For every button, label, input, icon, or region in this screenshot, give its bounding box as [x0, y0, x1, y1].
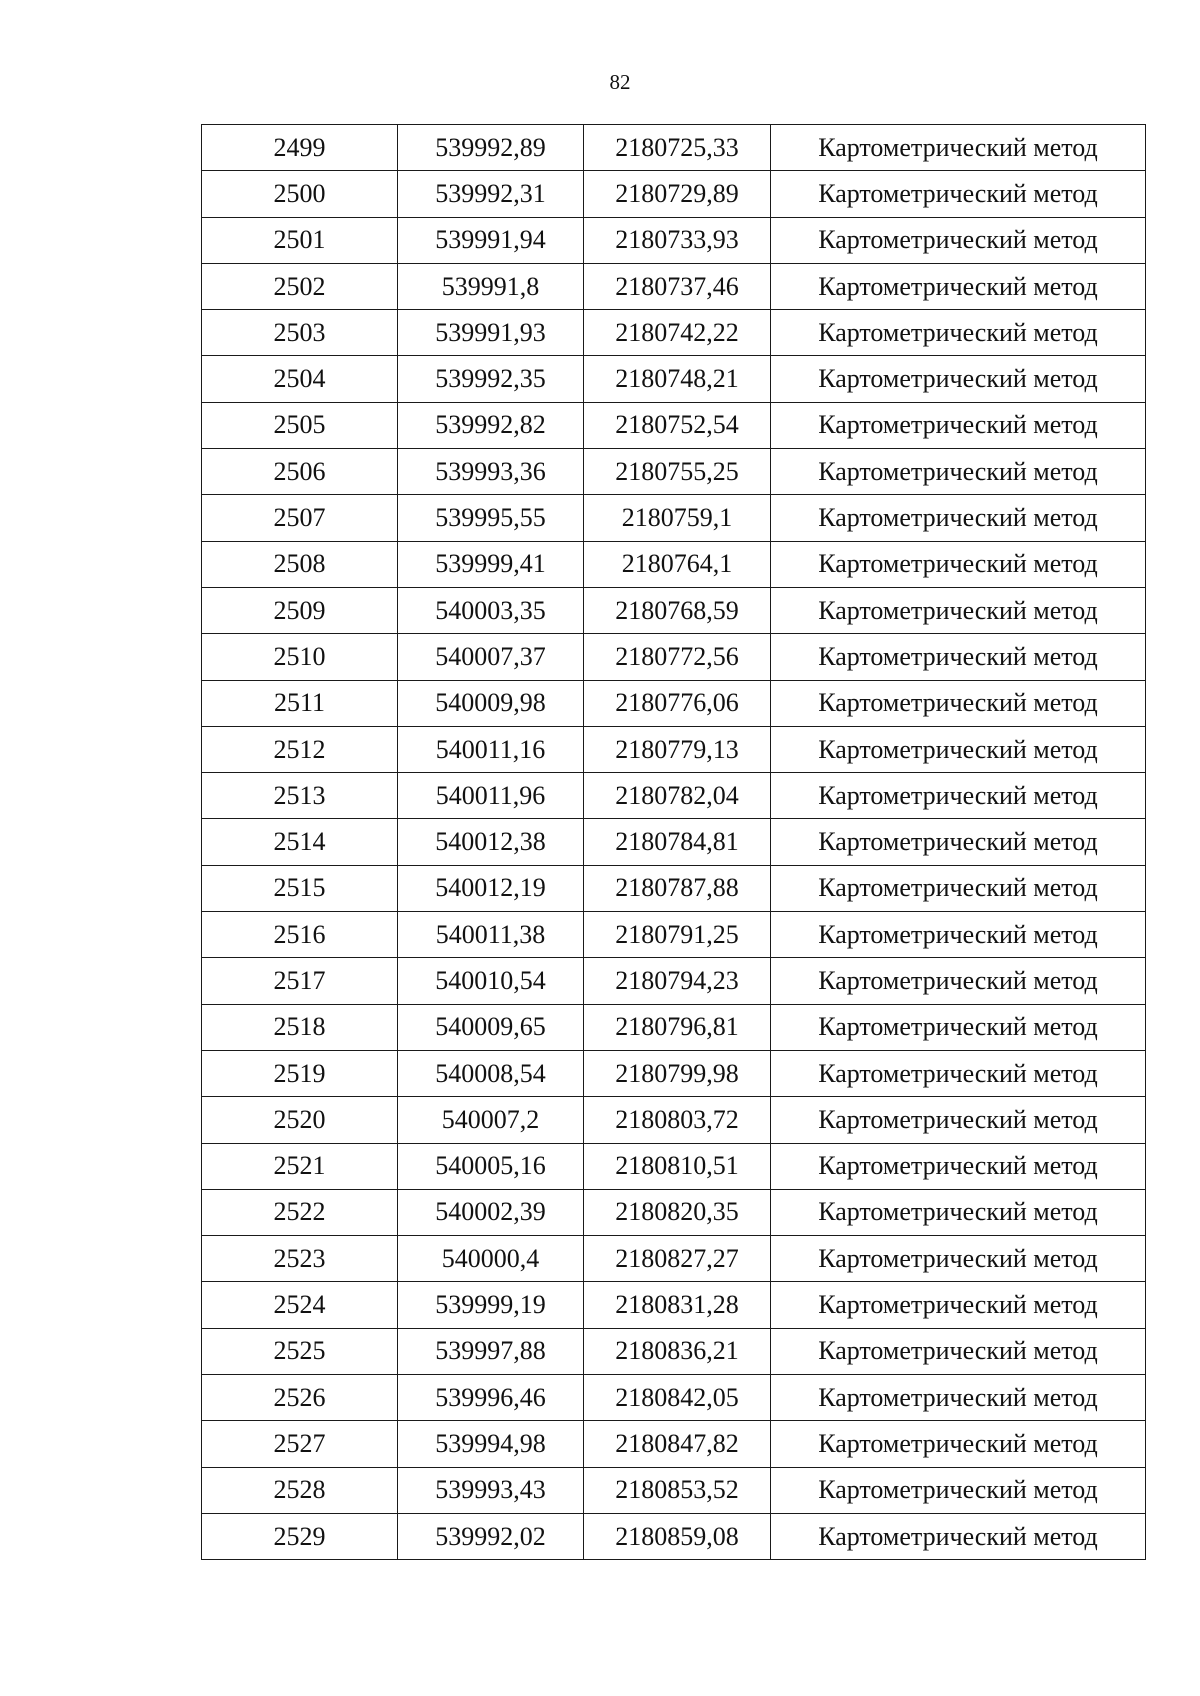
point-number-cell: 2504 [202, 356, 398, 402]
y-coordinate-cell: 2180782,04 [584, 773, 771, 819]
y-coordinate-cell: 2180733,93 [584, 217, 771, 263]
y-coordinate-cell: 2180759,1 [584, 495, 771, 541]
table-row [202, 125, 1146, 171]
page-number: 82 [609, 70, 631, 94]
method-cell: Картометрический метод [771, 1282, 1146, 1328]
y-coordinate-cell: 2180742,22 [584, 310, 771, 356]
point-number-cell: 2506 [202, 449, 398, 495]
x-coordinate-cell: 539991,94 [398, 217, 584, 263]
x-coordinate-cell: 539999,19 [398, 1282, 584, 1328]
table-row [202, 680, 1146, 726]
point-number-cell: 2501 [202, 217, 398, 263]
method-cell: Картометрический метод [771, 1050, 1146, 1096]
point-number-cell: 2514 [202, 819, 398, 865]
method-cell: Картометрический метод [771, 125, 1146, 171]
y-coordinate-cell: 2180836,21 [584, 1328, 771, 1374]
method-cell: Картометрический метод [771, 1236, 1146, 1282]
point-number-cell: 2520 [202, 1097, 398, 1143]
point-number-cell: 2529 [202, 1513, 398, 1559]
y-coordinate-cell: 2180842,05 [584, 1375, 771, 1421]
point-number-cell: 2526 [202, 1375, 398, 1421]
y-coordinate-cell: 2180796,81 [584, 1004, 771, 1050]
table-row [202, 634, 1146, 680]
y-coordinate-cell: 2180752,54 [584, 402, 771, 448]
table-row [202, 1467, 1146, 1513]
table-row [202, 495, 1146, 541]
method-cell: Картометрический метод [771, 1375, 1146, 1421]
coordinates-table [201, 124, 1146, 1560]
x-coordinate-cell: 540012,38 [398, 819, 584, 865]
y-coordinate-cell: 2180787,88 [584, 865, 771, 911]
table-row [202, 449, 1146, 495]
table-row [202, 1097, 1146, 1143]
method-cell: Картометрический метод [771, 495, 1146, 541]
method-cell: Картометрический метод [771, 1513, 1146, 1559]
method-cell: Картометрический метод [771, 1467, 1146, 1513]
x-coordinate-cell: 540009,65 [398, 1004, 584, 1050]
x-coordinate-cell: 540005,16 [398, 1143, 584, 1189]
point-number-cell: 2502 [202, 263, 398, 309]
point-number-cell: 2528 [202, 1467, 398, 1513]
point-number-cell: 2525 [202, 1328, 398, 1374]
x-coordinate-cell: 539995,55 [398, 495, 584, 541]
method-cell: Картометрический метод [771, 402, 1146, 448]
y-coordinate-cell: 2180859,08 [584, 1513, 771, 1559]
method-cell: Картометрический метод [771, 726, 1146, 772]
table-row [202, 1050, 1146, 1096]
method-cell: Картометрический метод [771, 680, 1146, 726]
table-row [202, 912, 1146, 958]
x-coordinate-cell: 539992,31 [398, 171, 584, 217]
method-cell: Картометрический метод [771, 634, 1146, 680]
x-coordinate-cell: 540011,96 [398, 773, 584, 819]
method-cell: Картометрический метод [771, 773, 1146, 819]
y-coordinate-cell: 2180755,25 [584, 449, 771, 495]
table-row [202, 819, 1146, 865]
method-cell: Картометрический метод [771, 912, 1146, 958]
method-cell: Картометрический метод [771, 263, 1146, 309]
point-number-cell: 2509 [202, 587, 398, 633]
y-coordinate-cell: 2180772,56 [584, 634, 771, 680]
table-row [202, 958, 1146, 1004]
method-cell: Картометрический метод [771, 1421, 1146, 1467]
method-cell: Картометрический метод [771, 449, 1146, 495]
point-number-cell: 2499 [202, 125, 398, 171]
point-number-cell: 2503 [202, 310, 398, 356]
table-row [202, 1189, 1146, 1235]
x-coordinate-cell: 540000,4 [398, 1236, 584, 1282]
table-row [202, 263, 1146, 309]
point-number-cell: 2522 [202, 1189, 398, 1235]
y-coordinate-cell: 2180791,25 [584, 912, 771, 958]
x-coordinate-cell: 539991,93 [398, 310, 584, 356]
method-cell: Картометрический метод [771, 1189, 1146, 1235]
point-number-cell: 2513 [202, 773, 398, 819]
x-coordinate-cell: 539992,35 [398, 356, 584, 402]
table-body [202, 125, 1146, 1560]
x-coordinate-cell: 540010,54 [398, 958, 584, 1004]
x-coordinate-cell: 539991,8 [398, 263, 584, 309]
table-row [202, 402, 1146, 448]
y-coordinate-cell: 2180799,98 [584, 1050, 771, 1096]
point-number-cell: 2519 [202, 1050, 398, 1096]
method-cell: Картометрический метод [771, 1328, 1146, 1374]
method-cell: Картометрический метод [771, 865, 1146, 911]
x-coordinate-cell: 540011,16 [398, 726, 584, 772]
method-cell: Картометрический метод [771, 217, 1146, 263]
method-cell: Картометрический метод [771, 541, 1146, 587]
table-row [202, 1328, 1146, 1374]
x-coordinate-cell: 540003,35 [398, 587, 584, 633]
y-coordinate-cell: 2180853,52 [584, 1467, 771, 1513]
point-number-cell: 2511 [202, 680, 398, 726]
x-coordinate-cell: 539992,82 [398, 402, 584, 448]
table-row [202, 541, 1146, 587]
x-coordinate-cell: 539999,41 [398, 541, 584, 587]
table-row [202, 773, 1146, 819]
table-row [202, 1282, 1146, 1328]
x-coordinate-cell: 540012,19 [398, 865, 584, 911]
point-number-cell: 2517 [202, 958, 398, 1004]
x-coordinate-cell: 539994,98 [398, 1421, 584, 1467]
x-coordinate-cell: 539993,36 [398, 449, 584, 495]
x-coordinate-cell: 540008,54 [398, 1050, 584, 1096]
y-coordinate-cell: 2180784,81 [584, 819, 771, 865]
table-row [202, 171, 1146, 217]
table-row [202, 1421, 1146, 1467]
x-coordinate-cell: 540009,98 [398, 680, 584, 726]
point-number-cell: 2508 [202, 541, 398, 587]
y-coordinate-cell: 2180776,06 [584, 680, 771, 726]
y-coordinate-cell: 2180803,72 [584, 1097, 771, 1143]
x-coordinate-cell: 540011,38 [398, 912, 584, 958]
x-coordinate-cell: 540007,37 [398, 634, 584, 680]
point-number-cell: 2505 [202, 402, 398, 448]
y-coordinate-cell: 2180729,89 [584, 171, 771, 217]
y-coordinate-cell: 2180827,27 [584, 1236, 771, 1282]
point-number-cell: 2512 [202, 726, 398, 772]
x-coordinate-cell: 540007,2 [398, 1097, 584, 1143]
table-row [202, 310, 1146, 356]
point-number-cell: 2515 [202, 865, 398, 911]
method-cell: Картометрический метод [771, 819, 1146, 865]
point-number-cell: 2500 [202, 171, 398, 217]
method-cell: Картометрический метод [771, 356, 1146, 402]
x-coordinate-cell: 539992,02 [398, 1513, 584, 1559]
y-coordinate-cell: 2180820,35 [584, 1189, 771, 1235]
method-cell: Картометрический метод [771, 587, 1146, 633]
y-coordinate-cell: 2180764,1 [584, 541, 771, 587]
point-number-cell: 2524 [202, 1282, 398, 1328]
y-coordinate-cell: 2180810,51 [584, 1143, 771, 1189]
method-cell: Картометрический метод [771, 1004, 1146, 1050]
point-number-cell: 2521 [202, 1143, 398, 1189]
y-coordinate-cell: 2180831,28 [584, 1282, 771, 1328]
point-number-cell: 2523 [202, 1236, 398, 1282]
method-cell: Картометрический метод [771, 171, 1146, 217]
point-number-cell: 2510 [202, 634, 398, 680]
y-coordinate-cell: 2180847,82 [584, 1421, 771, 1467]
y-coordinate-cell: 2180768,59 [584, 587, 771, 633]
y-coordinate-cell: 2180737,46 [584, 263, 771, 309]
x-coordinate-cell: 539993,43 [398, 1467, 584, 1513]
point-number-cell: 2507 [202, 495, 398, 541]
table-row [202, 726, 1146, 772]
x-coordinate-cell: 539996,46 [398, 1375, 584, 1421]
x-coordinate-cell: 539992,89 [398, 125, 584, 171]
y-coordinate-cell: 2180779,13 [584, 726, 771, 772]
x-coordinate-cell: 540002,39 [398, 1189, 584, 1235]
method-cell: Картометрический метод [771, 1097, 1146, 1143]
y-coordinate-cell: 2180794,23 [584, 958, 771, 1004]
table-row [202, 1143, 1146, 1189]
table-row [202, 1236, 1146, 1282]
table-row [202, 1004, 1146, 1050]
table-row [202, 217, 1146, 263]
table-row [202, 1513, 1146, 1559]
point-number-cell: 2527 [202, 1421, 398, 1467]
x-coordinate-cell: 539997,88 [398, 1328, 584, 1374]
table-row [202, 356, 1146, 402]
table-row [202, 587, 1146, 633]
method-cell: Картометрический метод [771, 310, 1146, 356]
y-coordinate-cell: 2180725,33 [584, 125, 771, 171]
table-row [202, 1375, 1146, 1421]
y-coordinate-cell: 2180748,21 [584, 356, 771, 402]
point-number-cell: 2518 [202, 1004, 398, 1050]
table-row [202, 865, 1146, 911]
point-number-cell: 2516 [202, 912, 398, 958]
method-cell: Картометрический метод [771, 1143, 1146, 1189]
method-cell: Картометрический метод [771, 958, 1146, 1004]
